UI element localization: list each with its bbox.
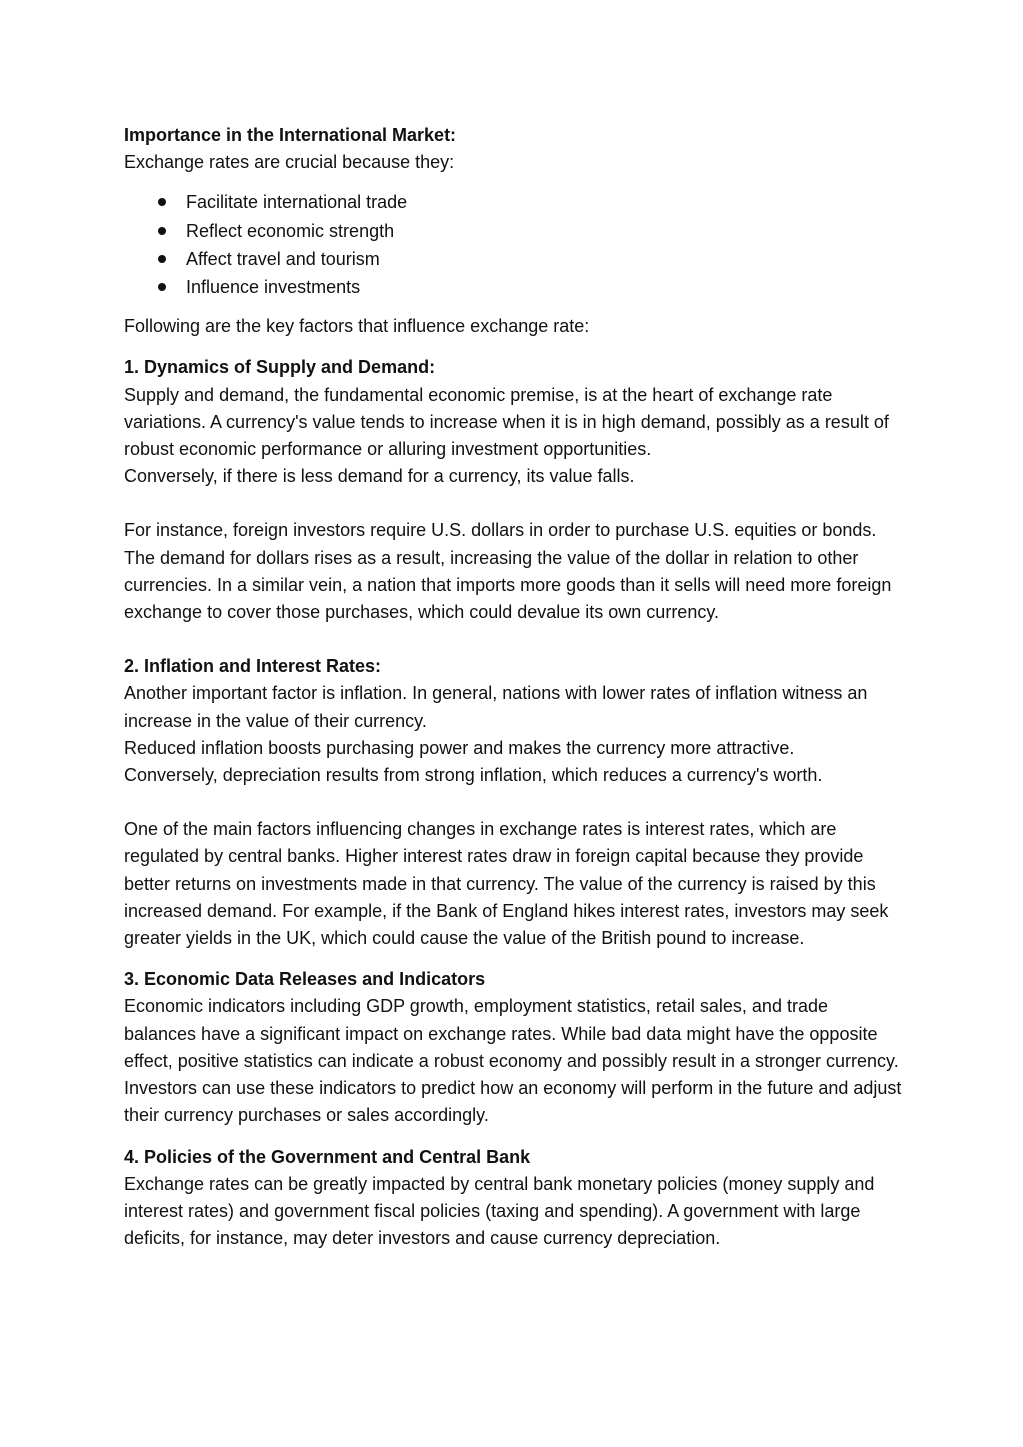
- bullet-icon: [158, 283, 166, 291]
- bullet-icon: [158, 198, 166, 206]
- spacer: [124, 952, 904, 966]
- list-item-text: Facilitate international trade: [186, 192, 408, 213]
- spacer: [124, 789, 904, 816]
- list-item-text: Affect travel and tourism: [186, 248, 380, 269]
- bullet-icon: [158, 227, 166, 235]
- section-paragraph: Investors can use these indicators to predict how an economy will perform in the future and adjust their currency purchases or sales accordingly.: [124, 1078, 902, 1126]
- section-heading-supply-demand: 1. Dynamics of Supply and Demand:: [124, 357, 436, 378]
- section-paragraph: Another important factor is inflation. In general, nations with lower rates of inflation witness an increase in the value of their currency.: [124, 683, 868, 731]
- section-paragraph: Conversely, if there is less demand for a currency, its value falls.: [124, 466, 635, 487]
- section-heading-inflation-interest: 2. Inflation and Interest Rates:: [124, 656, 382, 677]
- list-item-text: Influence investments: [186, 277, 361, 298]
- spacer: [124, 490, 904, 517]
- document-page: [124, 122, 904, 1252]
- section-paragraph: Reduced inflation boosts purchasing power and makes the currency more attractive.: [124, 737, 795, 758]
- list-item-text: Reflect economic strength: [186, 220, 395, 241]
- list-item: [124, 188, 904, 216]
- list-item: [124, 217, 904, 245]
- section-paragraph: Supply and demand, the fundamental economic premise, is at the heart of exchange rate variations. A currency's value tends to increase when it is in high demand, possibly as a result of robust economic performance or alluring investment opportunities.: [124, 384, 889, 460]
- section-paragraph: Economic indicators including GDP growth, employment statistics, retail sales, and trade balances have a significant impact on exchange rates. While bad data might have the opposite effect, positive statistics can indicate a robust economy and possibly result in a stronger currency.: [124, 996, 899, 1071]
- spacer: [124, 340, 904, 354]
- section-paragraph: Conversely, depreciation results from strong inflation, which reduces a currency's worth.: [124, 765, 823, 786]
- bullet-icon: [158, 255, 166, 263]
- list-item: [124, 273, 904, 301]
- section-paragraph: For instance, foreign investors require U.S. dollars in order to purchase U.S. equities or bonds. The demand for dollars rises as a result, increasing the value of the dollar in relation to other currencies. In a similar vein, a nation that imports more goods than it sells will need more foreign exchange to cover those purchases, which could devalue its own currency.: [124, 520, 892, 623]
- section-paragraph: Exchange rates can be greatly impacted by central bank monetary policies (money supply and interest rates) and government fiscal policies (taxing and spending). A government with large deficits, for instance, may deter investors and cause currency depreciation.: [124, 1173, 875, 1249]
- spacer: [124, 1130, 904, 1144]
- spacer: [124, 626, 904, 653]
- section-paragraph: One of the main factors influencing changes in exchange rates is interest rates, which are regulated by central banks. Higher interest rates draw in foreign capital because they provide better returns on investments made in that currency. The value of the currency is raised by this increased demand. For example, if the Bank of England hikes interest rates, investors may seek greater yields in the UK, which could cause the value of the British pound to increase.: [124, 819, 889, 949]
- section-heading-economic-data: 3. Economic Data Releases and Indicators: [124, 969, 486, 990]
- intro-transition: Following are the key factors that influence exchange rate:: [124, 316, 590, 337]
- intro-lead: Exchange rates are crucial because they:: [124, 152, 455, 173]
- bullet-list: [124, 188, 904, 301]
- intro-heading: Importance in the International Market:: [124, 125, 457, 145]
- list-item: [124, 245, 904, 273]
- section-heading-government-policy: 4. Policies of the Government and Central Bank: [124, 1146, 531, 1167]
